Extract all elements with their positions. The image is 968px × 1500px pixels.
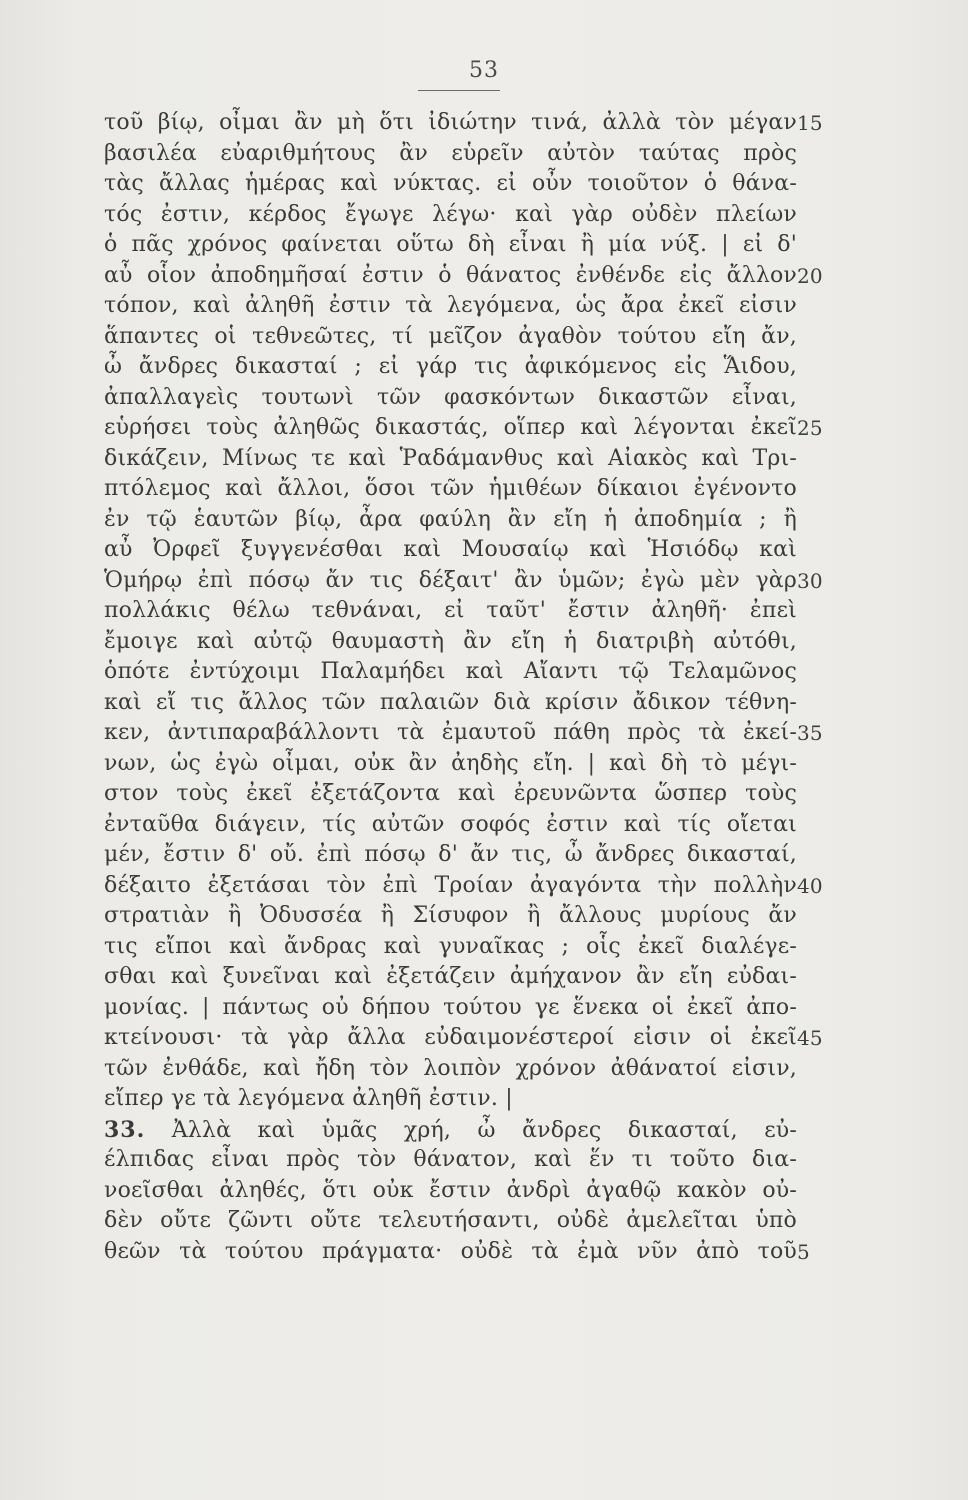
line-text <box>82 1176 797 1207</box>
text-line <box>82 352 822 383</box>
line-content: δὲν οὔτε ζῶντι οὔτε τελευτήσαντι, οὐδὲ ἀμελεῖται ὑπὸ <box>104 1208 797 1233</box>
line-content: ἐν τῷ ἑαυτῶν βίῳ, ἆρα φαύλη ἂν εἴη ἡ ἀποδημία ; ἢ <box>104 506 797 532</box>
line-content: τῶν ἐνθάδε, καὶ ἤδη τὸν λοιπὸν χρόνον ἀθάνατοί εἰσιν, <box>104 1055 797 1081</box>
line-text <box>82 1115 797 1147</box>
text-line <box>82 779 822 810</box>
line-content: τόπον, καὶ ἀληθῆ ἐστιν τὰ λεγόμενα, ὡς ἄρα ἐκεῖ εἰσιν <box>104 293 797 318</box>
line-text <box>82 810 797 841</box>
text-line <box>82 627 822 658</box>
line-content: ἐνταῦθα διάγειν, τίς αὐτῶν σοφός ἐστιν καὶ τίς οἴεται <box>104 811 797 837</box>
line-text <box>82 749 797 780</box>
text-line <box>82 749 822 780</box>
text-line <box>82 291 822 322</box>
line-text <box>82 1145 797 1176</box>
text-line <box>82 505 822 536</box>
line-text <box>82 139 797 170</box>
text-line <box>82 1176 822 1207</box>
line-number: 30 <box>797 568 823 593</box>
line-content: νοεῖσθαι ἀληθές, ὅτι οὐκ ἔστιν ἀνδρὶ ἀγαθῷ κακὸν οὐ- <box>104 1177 797 1203</box>
line-content: ἅπαντες οἱ τεθνεῶτες, τί μεῖζον ἀγαθὸν τούτου εἴη ἄν, <box>104 323 797 349</box>
line-content: έλπιδας εἶναι πρὸς τὸν θάνατον, καὶ ἕν τι τοῦτο δια- <box>104 1147 797 1172</box>
line-text <box>82 901 797 932</box>
line-content: αὖ οἷον ἀποδημῆσαί ἐστιν ὁ θάνατος ἐνθένδε εἰς ἄλλον <box>104 262 797 288</box>
text-line <box>82 474 822 505</box>
page-number: 53 <box>469 58 499 83</box>
line-text <box>82 1206 797 1237</box>
text-line <box>82 1115 822 1146</box>
line-text <box>82 352 797 383</box>
text-line <box>82 1054 822 1085</box>
line-content: δέξαιτο ἐξετάσαι τὸν ἐπὶ Τροίαν ἀγαγόντα τὴν πολλὴν <box>104 872 797 898</box>
text-line <box>82 810 822 841</box>
line-text <box>82 1054 797 1085</box>
line-text <box>82 383 797 414</box>
text-line <box>82 962 822 993</box>
text-line <box>82 901 822 932</box>
line-content: σθαι καὶ ξυνεῖναι καὶ ἐξετάζειν ἀμήχανον ἂν εἴη εὐδαι- <box>104 964 797 989</box>
line-text <box>82 1237 797 1268</box>
line-text <box>82 535 797 566</box>
text-line <box>82 871 822 902</box>
line-content: ἀπαλλαγεὶς τουτωνὶ τῶν φασκόντων δικαστῶν εἶναι, <box>104 384 797 410</box>
line-text <box>82 444 797 475</box>
line-content: εὑρήσει τοὺς ἀληθῶς δικαστάς, οἵπερ καὶ λέγονται ἐκεῖ <box>104 415 797 440</box>
line-content: νων, ὡς ἐγὼ οἶμαι, οὐκ ἂν ἀηδὴς εἴη. | καὶ δὴ τὸ μέγι- <box>104 750 797 776</box>
line-text <box>82 688 797 719</box>
line-content: τοῦ βίῳ, οἶμαι ἂν μὴ ὅτι ἰδιώτην τινά, ἀλλὰ τὸν μέγαν <box>104 110 797 135</box>
line-text <box>82 261 797 292</box>
text-line <box>82 322 822 353</box>
line-text <box>82 474 797 505</box>
line-text <box>82 932 797 963</box>
line-content: στον τοὺς ἐκεῖ ἐξετάζοντα καὶ ἐρευνῶντα ὥσπερ τοὺς <box>104 781 797 806</box>
text-line <box>82 139 822 170</box>
line-text <box>82 718 797 749</box>
line-content: τις εἴποι καὶ ἄνδρας καὶ γυναῖκας ; οἷς ἐκεῖ διαλέγε- <box>104 933 797 959</box>
line-text <box>82 779 797 810</box>
line-content: ἔμοιγε καὶ αὐτῷ θαυμαστὴ ἂν εἴη ἡ διατριβὴ αὐτόθι, <box>104 628 797 654</box>
line-content: δικάζειν, Μίνως τε καὶ Ῥαδάμανθυς καὶ Αἰακὸς καὶ Τρι- <box>104 445 797 471</box>
line-content: Ὁμήρῳ ἐπὶ πόσῳ ἄν τις δέξαιτ' ἂν ὑμῶν; ἐγὼ μὲν γὰρ <box>104 567 797 593</box>
line-text <box>82 566 797 597</box>
section-number: 33. <box>104 1116 146 1143</box>
line-content: κτείνουσι· τὰ γὰρ ἄλλα εὐδαιμονέστεροί εἰσιν οἱ ἐκεῖ <box>104 1025 797 1050</box>
line-content: στρατιὰν ἢ Ὀδυσσέα ἢ Σίσυφον ἢ ἄλλους μυρίους ἄν <box>104 903 797 928</box>
line-text <box>82 1023 797 1054</box>
line-text <box>82 200 797 231</box>
line-text <box>82 962 797 993</box>
line-number: 20 <box>797 263 823 288</box>
text-line <box>82 169 822 200</box>
text-line <box>82 1145 822 1176</box>
line-content: πολλάκις θέλω τεθνάναι, εἰ ταῦτ' ἔστιν ἀληθῆ· ἐπεὶ <box>104 598 797 623</box>
text-line <box>82 993 822 1024</box>
text-line <box>82 566 822 597</box>
line-text <box>82 871 797 902</box>
line-text <box>82 505 797 536</box>
text-line <box>82 596 822 627</box>
line-number: 5 <box>797 1239 810 1264</box>
line-text <box>82 993 797 1024</box>
line-text <box>82 322 797 353</box>
line-content: ὁπότε ἐντύχοιμι Παλαμήδει καὶ Αἴαντι τῷ Τελαμῶνος <box>104 659 797 684</box>
line-number: 45 <box>797 1026 823 1050</box>
text-line <box>82 840 822 871</box>
line-content: μέν, ἔστιν δ' οὔ. ἐπὶ πόσῳ δ' ἄν τις, ὦ ἄνδρες δικασταί, <box>104 842 797 867</box>
line-text <box>82 291 797 322</box>
line-text <box>82 108 797 139</box>
text-line <box>82 535 822 566</box>
line-content: εἴπερ γε τὰ λεγόμενα ἀληθῆ ἐστιν. | <box>104 1086 513 1111</box>
line-number: 25 <box>797 416 823 440</box>
text-line <box>82 1206 822 1237</box>
line-text <box>82 840 797 871</box>
text-line <box>82 657 822 688</box>
show-through-text <box>808 120 968 1120</box>
greek-text-body <box>82 108 822 1267</box>
text-line <box>82 383 822 414</box>
line-text <box>82 230 797 261</box>
text-line <box>82 1084 822 1115</box>
text-line <box>82 688 822 719</box>
line-text <box>82 627 797 658</box>
line-number: 35 <box>797 721 823 745</box>
line-text <box>82 169 797 200</box>
line-text <box>82 657 797 688</box>
line-content: τός ἐστιν, κέρδος ἔγωγε λέγω· καὶ γὰρ οὐδὲν πλείων <box>104 201 797 227</box>
text-line <box>82 261 822 292</box>
line-content: ὁ πᾶς χρόνος φαίνεται οὕτω δὴ εἶναι ἢ μία νύξ. | εἰ δ' <box>104 232 797 257</box>
line-content: τὰς ἄλλας ἡμέρας καὶ νύκτας. εἰ οὖν τοιοῦτον ὁ θάνα- <box>104 171 797 196</box>
line-content: καὶ εἴ τις ἄλλος τῶν παλαιῶν διὰ κρίσιν ἄδικον τέθνη- <box>104 689 797 715</box>
text-line <box>82 230 822 261</box>
line-content: κεν, ἀντιπαραβάλλοντι τὰ ἐμαυτοῦ πάθη πρὸς τὰ ἐκεί- <box>104 720 797 745</box>
line-content: αὖ Ὀρφεῖ ξυγγενέσθαι καὶ Μουσαίῳ καὶ Ἡσιόδῳ καὶ <box>104 537 797 562</box>
text-line <box>82 932 822 963</box>
line-content: βασιλέα εὐαριθμήτους ἂν εὑρεῖν αὐτὸν ταύτας πρὸς <box>104 140 797 166</box>
line-text <box>82 596 797 627</box>
header-rule <box>418 90 500 91</box>
line-number: 15 <box>797 111 823 135</box>
text-line <box>82 1023 822 1054</box>
line-text <box>82 413 797 444</box>
line-content: θεῶν τὰ τούτου πράγματα· οὐδὲ τὰ ἐμὰ νῦν ἀπὸ τοῦ <box>104 1238 797 1264</box>
line-content: Ἀλλὰ καὶ ὑμᾶς χρή, ὦ ἄνδρες δικασταί, εὐ- <box>171 1117 797 1143</box>
line-number: 40 <box>797 873 823 898</box>
text-line <box>82 1237 822 1268</box>
text-line <box>82 444 822 475</box>
text-line <box>82 718 822 749</box>
text-line <box>82 108 822 139</box>
line-content: ὦ ἄνδρες δικασταί ; εἰ γάρ τις ἀφικόμενος εἰς Ἅιδου, <box>104 354 797 379</box>
text-line <box>82 413 822 444</box>
line-text <box>82 1084 797 1115</box>
text-line <box>82 200 822 231</box>
line-content: μονίας. | πάντως οὐ δήπου τούτου γε ἕνεκα οἱ ἐκεῖ ἀπο- <box>104 994 797 1020</box>
line-content: πτόλεμος καὶ ἄλλοι, ὅσοι τῶν ἡμιθέων δίκαιοι ἐγένοντο <box>104 476 797 501</box>
